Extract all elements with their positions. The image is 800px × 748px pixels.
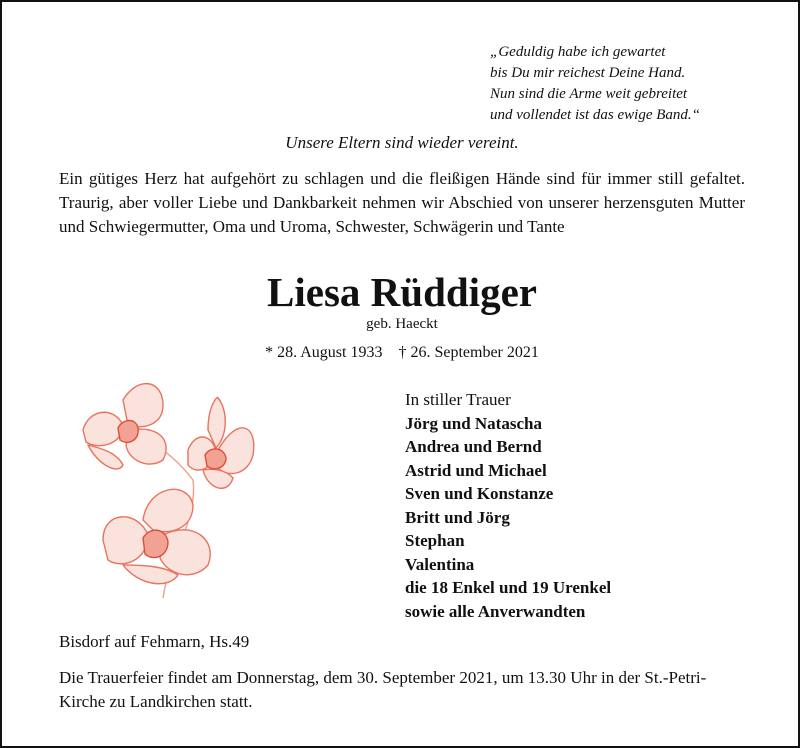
mourner-name: Jörg und Natascha [405,413,542,433]
orchid-illustration [68,370,268,600]
mourners-block [405,388,611,623]
address: Bisdorf auf Fehmarn, Hs.49 [59,632,250,651]
mourner-name: die 18 Enkel und 19 Urenkel [405,578,612,597]
mourner-name: sowie alle Anverwandten [405,601,586,621]
mourner-name: Sven und Konstanze [405,484,554,503]
birth-date: * 28. August 1933 [265,344,383,361]
poem [490,42,700,126]
tagline: Unsere Eltern sind wieder vereint. [285,133,519,152]
mourner-name: Andrea und Bernd [405,437,542,456]
poem-line: bis Du mir reichest Deine Hand. [490,65,686,81]
mourner-name: Britt und Jörg [405,507,510,527]
maiden-name: geb. Haeckt [366,316,438,332]
death-date: † 26. September 2021 [398,344,539,361]
mourner-name: Astrid und Michael [405,460,547,480]
deceased-name: Liesa Rüddiger [267,269,537,315]
funeral-notice: Die Trauerfeier findet am Donnerstag, dem 30. September 2021, um 13.30 Uhr in der St.-Petri-Kirche zu Landkirchen statt. [59,668,707,711]
mourners-lead: In stiller Trauer [405,390,511,409]
poem-line: Nun sind die Arme weit gebreitet [490,86,688,102]
intro-text: Ein gütiges Herz hat aufgehört zu schlagen und die fleißigen Hände sind für immer still gefaltet. Traurig, aber voller Liebe und Dankbarkeit nehmen wir Abschied von unserer herzensguten Mutter und Schwiegermutter, Oma und Uroma, Schwester, Schwägerin und Tante [59,169,745,236]
mourner-name: Stephan [405,531,465,550]
mourner-name: Valentina [405,554,475,574]
life-dates [2,344,800,362]
poem-line: „Geduldig habe ich gewartet [490,44,666,60]
poem-line: und vollendet ist das ewige Band.“ [490,107,700,123]
